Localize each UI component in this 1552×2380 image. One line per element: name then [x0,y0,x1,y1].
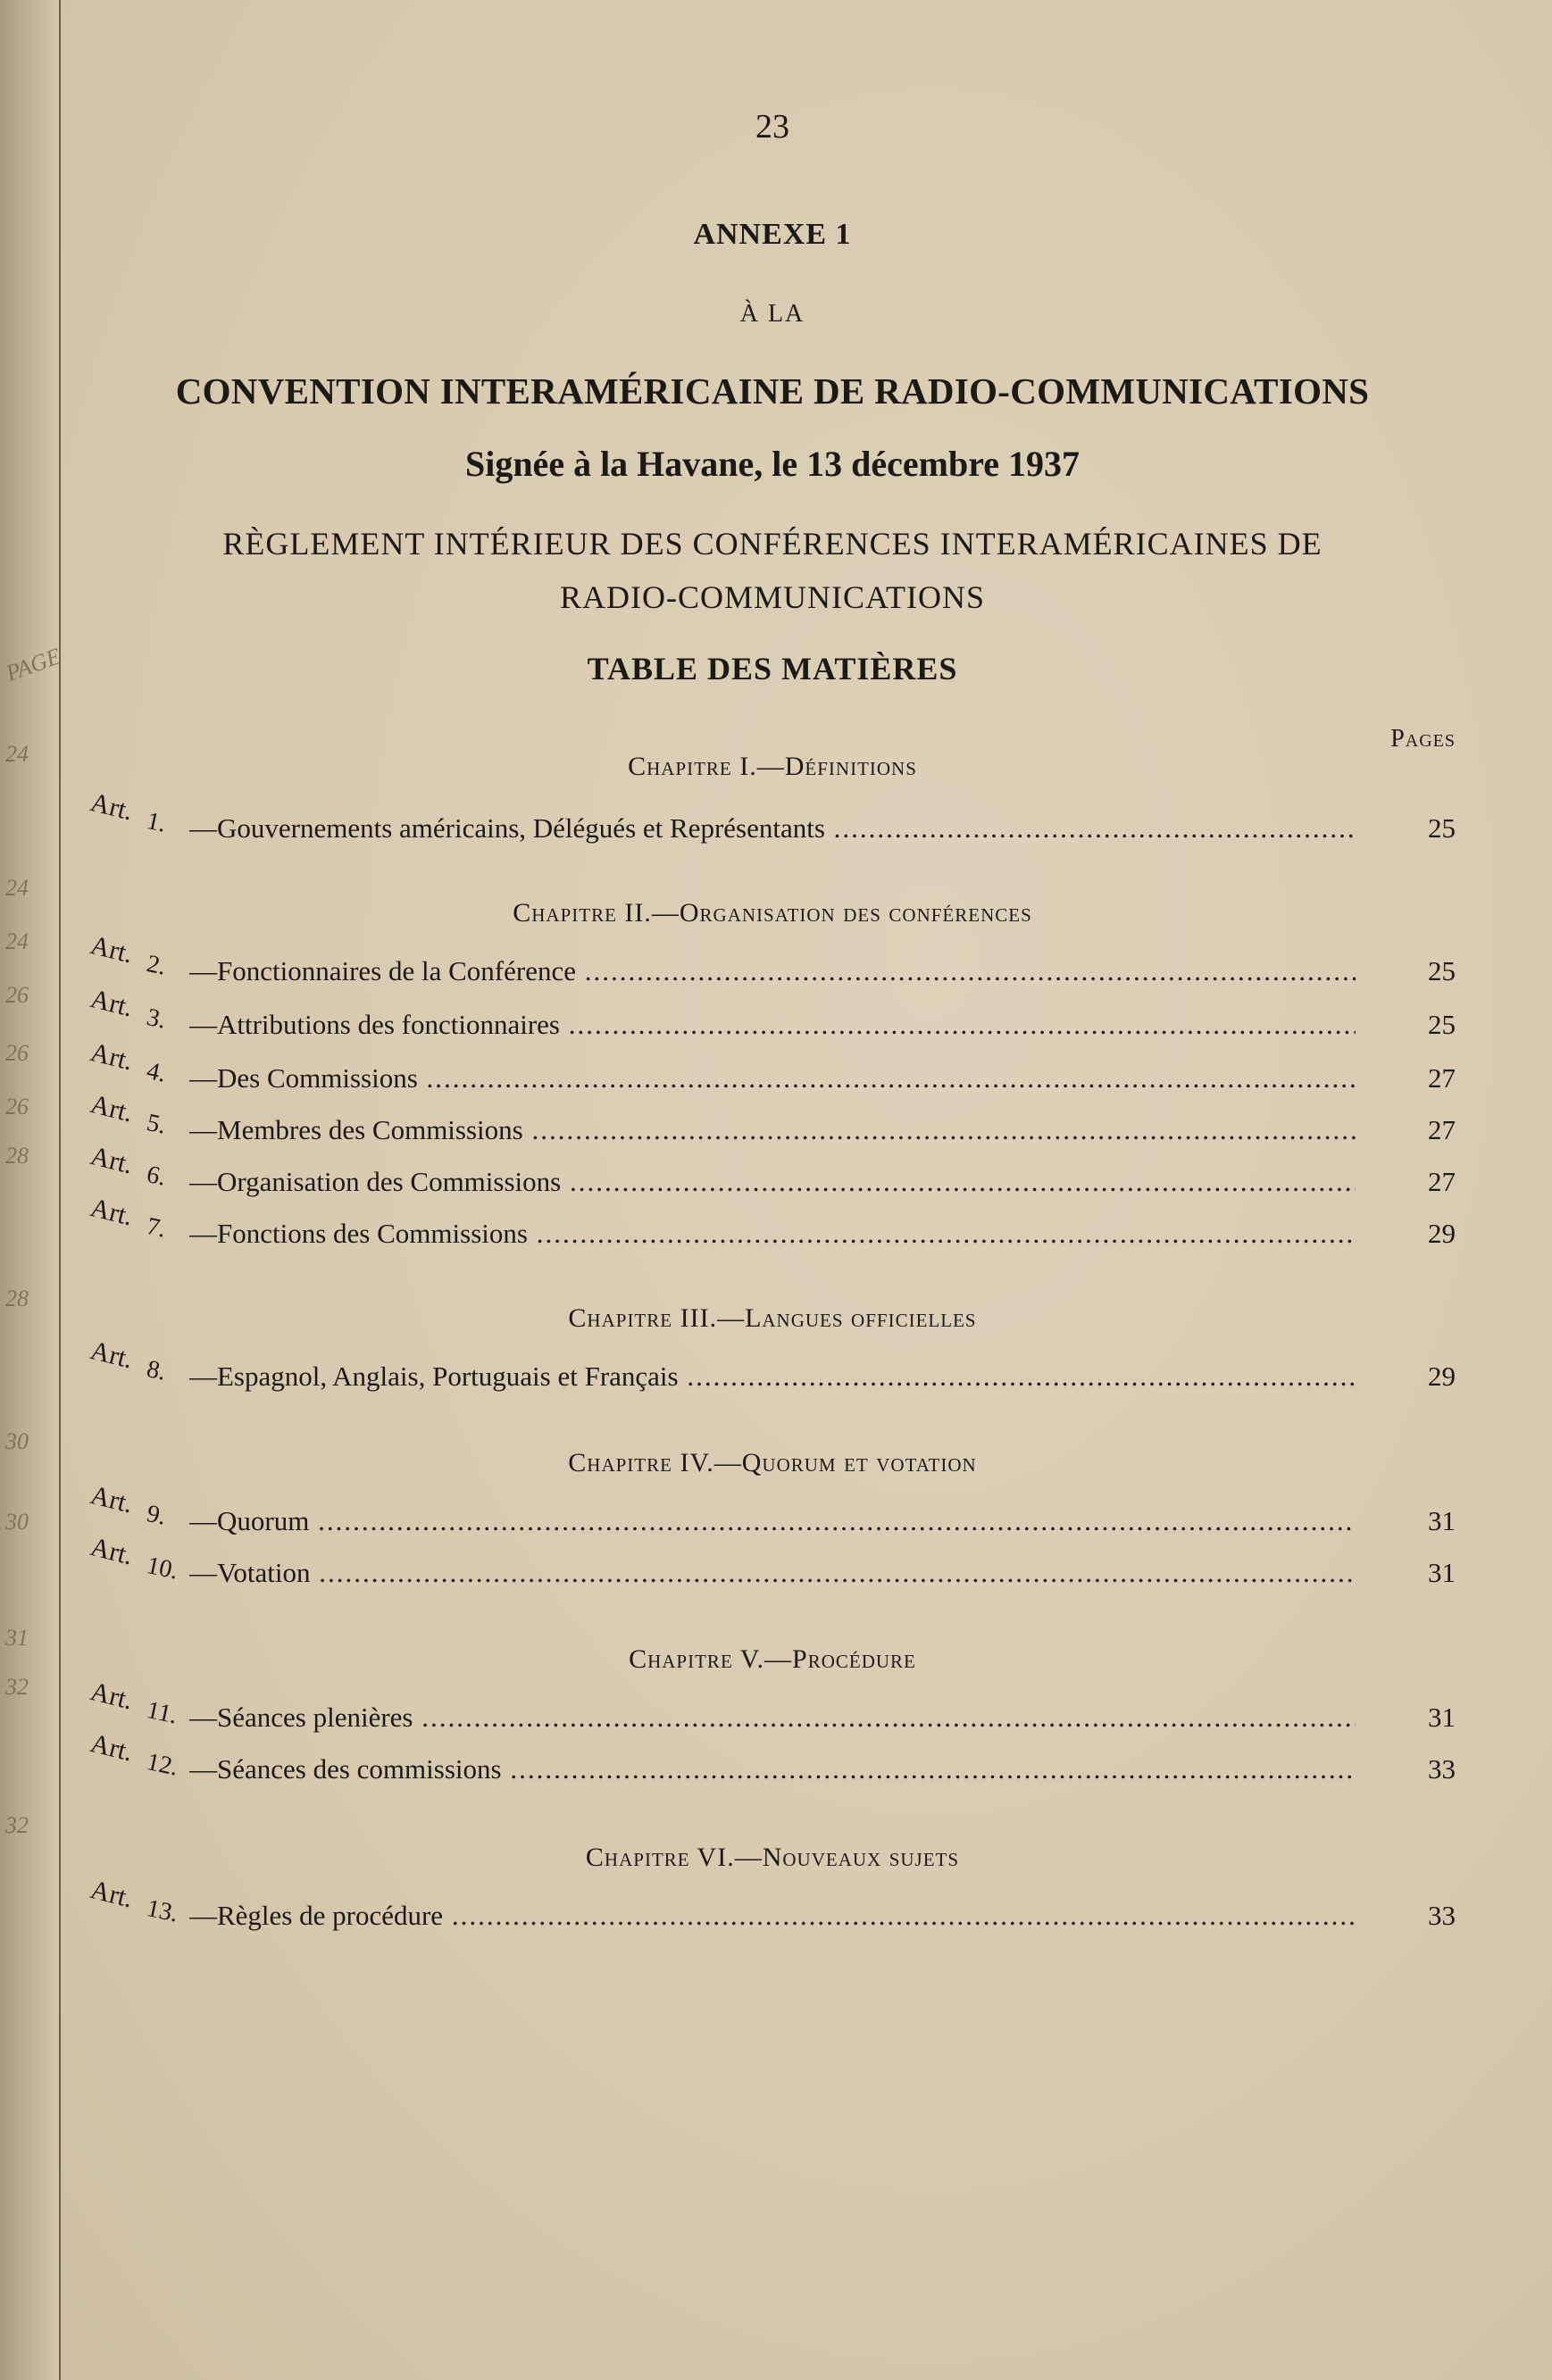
article-number: 8. [144,1355,169,1386]
article-number: 6. [144,1161,169,1192]
toc-entry[interactable] [88,1728,1456,1798]
chapter-heading: Chapitre IV.—Quorum et votation [568,1448,977,1477]
gutter-mark: 24 [5,875,29,901]
entry-page: 31 [1428,1702,1456,1733]
toc-entry[interactable] [88,1875,1456,1944]
article-label: Art. [88,1037,137,1077]
article-number: 11. [144,1696,180,1730]
gutter-mark: 26 [5,1094,29,1119]
entry-title: —Séances plenières ..... [189,1702,1356,1734]
a-la-heading: À LA [739,300,805,328]
entry-title: —Séances des commissions ..... [189,1753,1356,1785]
gutter-mark: 24 [5,741,29,767]
article-label: Art. [88,1480,137,1519]
chapter-heading: Chapitre II.—Organisation des conférences [513,898,1032,928]
entry-title: —Quorum ..... [189,1505,1356,1537]
toc-entry[interactable] [88,787,1456,857]
article-label: Art. [88,787,137,827]
reglement-subtitle: RADIO-COMMUNICATIONS [559,579,985,615]
entry-title: —Organisation des Commissions ..... [189,1166,1356,1198]
toc-entry[interactable] [88,930,1456,1000]
convention-title: CONVENTION INTERAMÉRICAINE DE RADIO-COMMUNICATIONS [175,370,1370,412]
binding-gutter [0,0,64,2380]
entry-title: —Règles de procédure ..... [189,1900,1356,1932]
article-label: Art. [88,1089,137,1128]
article-number: 13. [144,1894,181,1928]
article-number: 12. [144,1748,181,1782]
pages-column-label: Pages [1390,725,1456,753]
annex-heading: ANNEXE 1 [693,218,852,251]
entry-page: 31 [1428,1557,1456,1588]
article-label: Art. [88,984,137,1023]
article-number: 3. [144,1003,169,1035]
article-label: Art. [88,1532,137,1571]
gutter-mark: 32 [5,1674,29,1700]
article-label: Art. [88,930,137,969]
article-label: Art. [88,1677,137,1716]
gutter-mark: 30 [5,1428,29,1454]
entry-page: 33 [1428,1753,1456,1785]
toc-entry[interactable] [88,1193,1456,1262]
article-label: Art. [88,1141,137,1180]
toc-entry[interactable] [88,1532,1456,1602]
entry-title: —Des Commissions ..... [189,1062,1356,1094]
article-number: 7. [144,1212,169,1244]
entry-page: 27 [1428,1114,1456,1145]
gutter-mark: 24 [5,928,29,954]
article-label: Art. [88,1728,137,1768]
article-number: 5. [144,1109,169,1140]
gutter-mark: PAGE [2,643,64,687]
chapter-heading: Chapitre III.—Langues officielles [568,1303,977,1333]
toc-entry[interactable] [88,1089,1456,1159]
entry-page: 25 [1428,955,1456,986]
toc-entry[interactable] [88,1677,1456,1746]
article-label: Art. [88,1193,137,1232]
chapter-heading: Chapitre VI.—Nouveaux sujets [585,1843,960,1872]
page-number: 23 [755,108,789,146]
entry-title: —Espagnol, Anglais, Portuguais et Français ..... [189,1361,1356,1393]
article-number: 1. [144,807,169,838]
entry-title: —Gouvernements américains, Délégués et Représentants ..... [189,812,1356,845]
entry-page: 25 [1428,1009,1456,1040]
entry-title: —Attributions des fonctionnaires ..... [189,1009,1356,1041]
reglement-title: RÈGLEMENT INTÉRIEUR DES CONFÉRENCES INTERAMÉRICAINES DE [222,526,1323,562]
toc-entry[interactable] [88,1141,1456,1211]
entry-page: 27 [1428,1166,1456,1197]
toc-entry[interactable] [88,1480,1456,1550]
toc-entry[interactable] [88,1037,1456,1107]
article-number: 10. [144,1552,181,1585]
gutter-mark: 30 [5,1509,29,1535]
entry-page: 31 [1428,1505,1456,1536]
gutter-mark: 28 [5,1286,29,1311]
entry-page: 27 [1428,1062,1456,1094]
toc-title: TABLE DES MATIÈRES [587,651,958,687]
entry-page: 33 [1428,1900,1456,1931]
entry-page: 25 [1428,812,1456,844]
signature-date: Signée à la Havane, le 13 décembre 1937 [464,444,1081,484]
chapter-heading: Chapitre V.—Procédure [629,1644,916,1674]
entry-title: —Fonctions des Commissions ..... [189,1218,1356,1250]
gutter-mark: 28 [5,1143,29,1169]
chapter-heading: Chapitre I.—Définitions [628,752,917,781]
toc-entry[interactable] [88,984,1456,1053]
article-number: 9. [144,1500,169,1531]
entry-page: 29 [1428,1361,1456,1392]
gutter-mark: 26 [5,1040,29,1066]
gutter-mark: 26 [5,982,29,1008]
entry-page: 29 [1428,1218,1456,1249]
entry-title: —Fonctionnaires de la Conférence ..... [189,955,1356,987]
article-number: 4. [144,1057,169,1088]
page-content [89,0,1456,2380]
gutter-mark: 31 [5,1625,29,1651]
toc-entry[interactable] [88,1336,1456,1405]
gutter-mark: 32 [5,1812,29,1838]
entry-title: —Votation ..... [189,1557,1356,1589]
entry-title: —Membres des Commissions ..... [189,1114,1356,1146]
article-label: Art. [88,1336,137,1375]
article-label: Art. [88,1875,137,1914]
article-number: 2. [144,950,169,981]
